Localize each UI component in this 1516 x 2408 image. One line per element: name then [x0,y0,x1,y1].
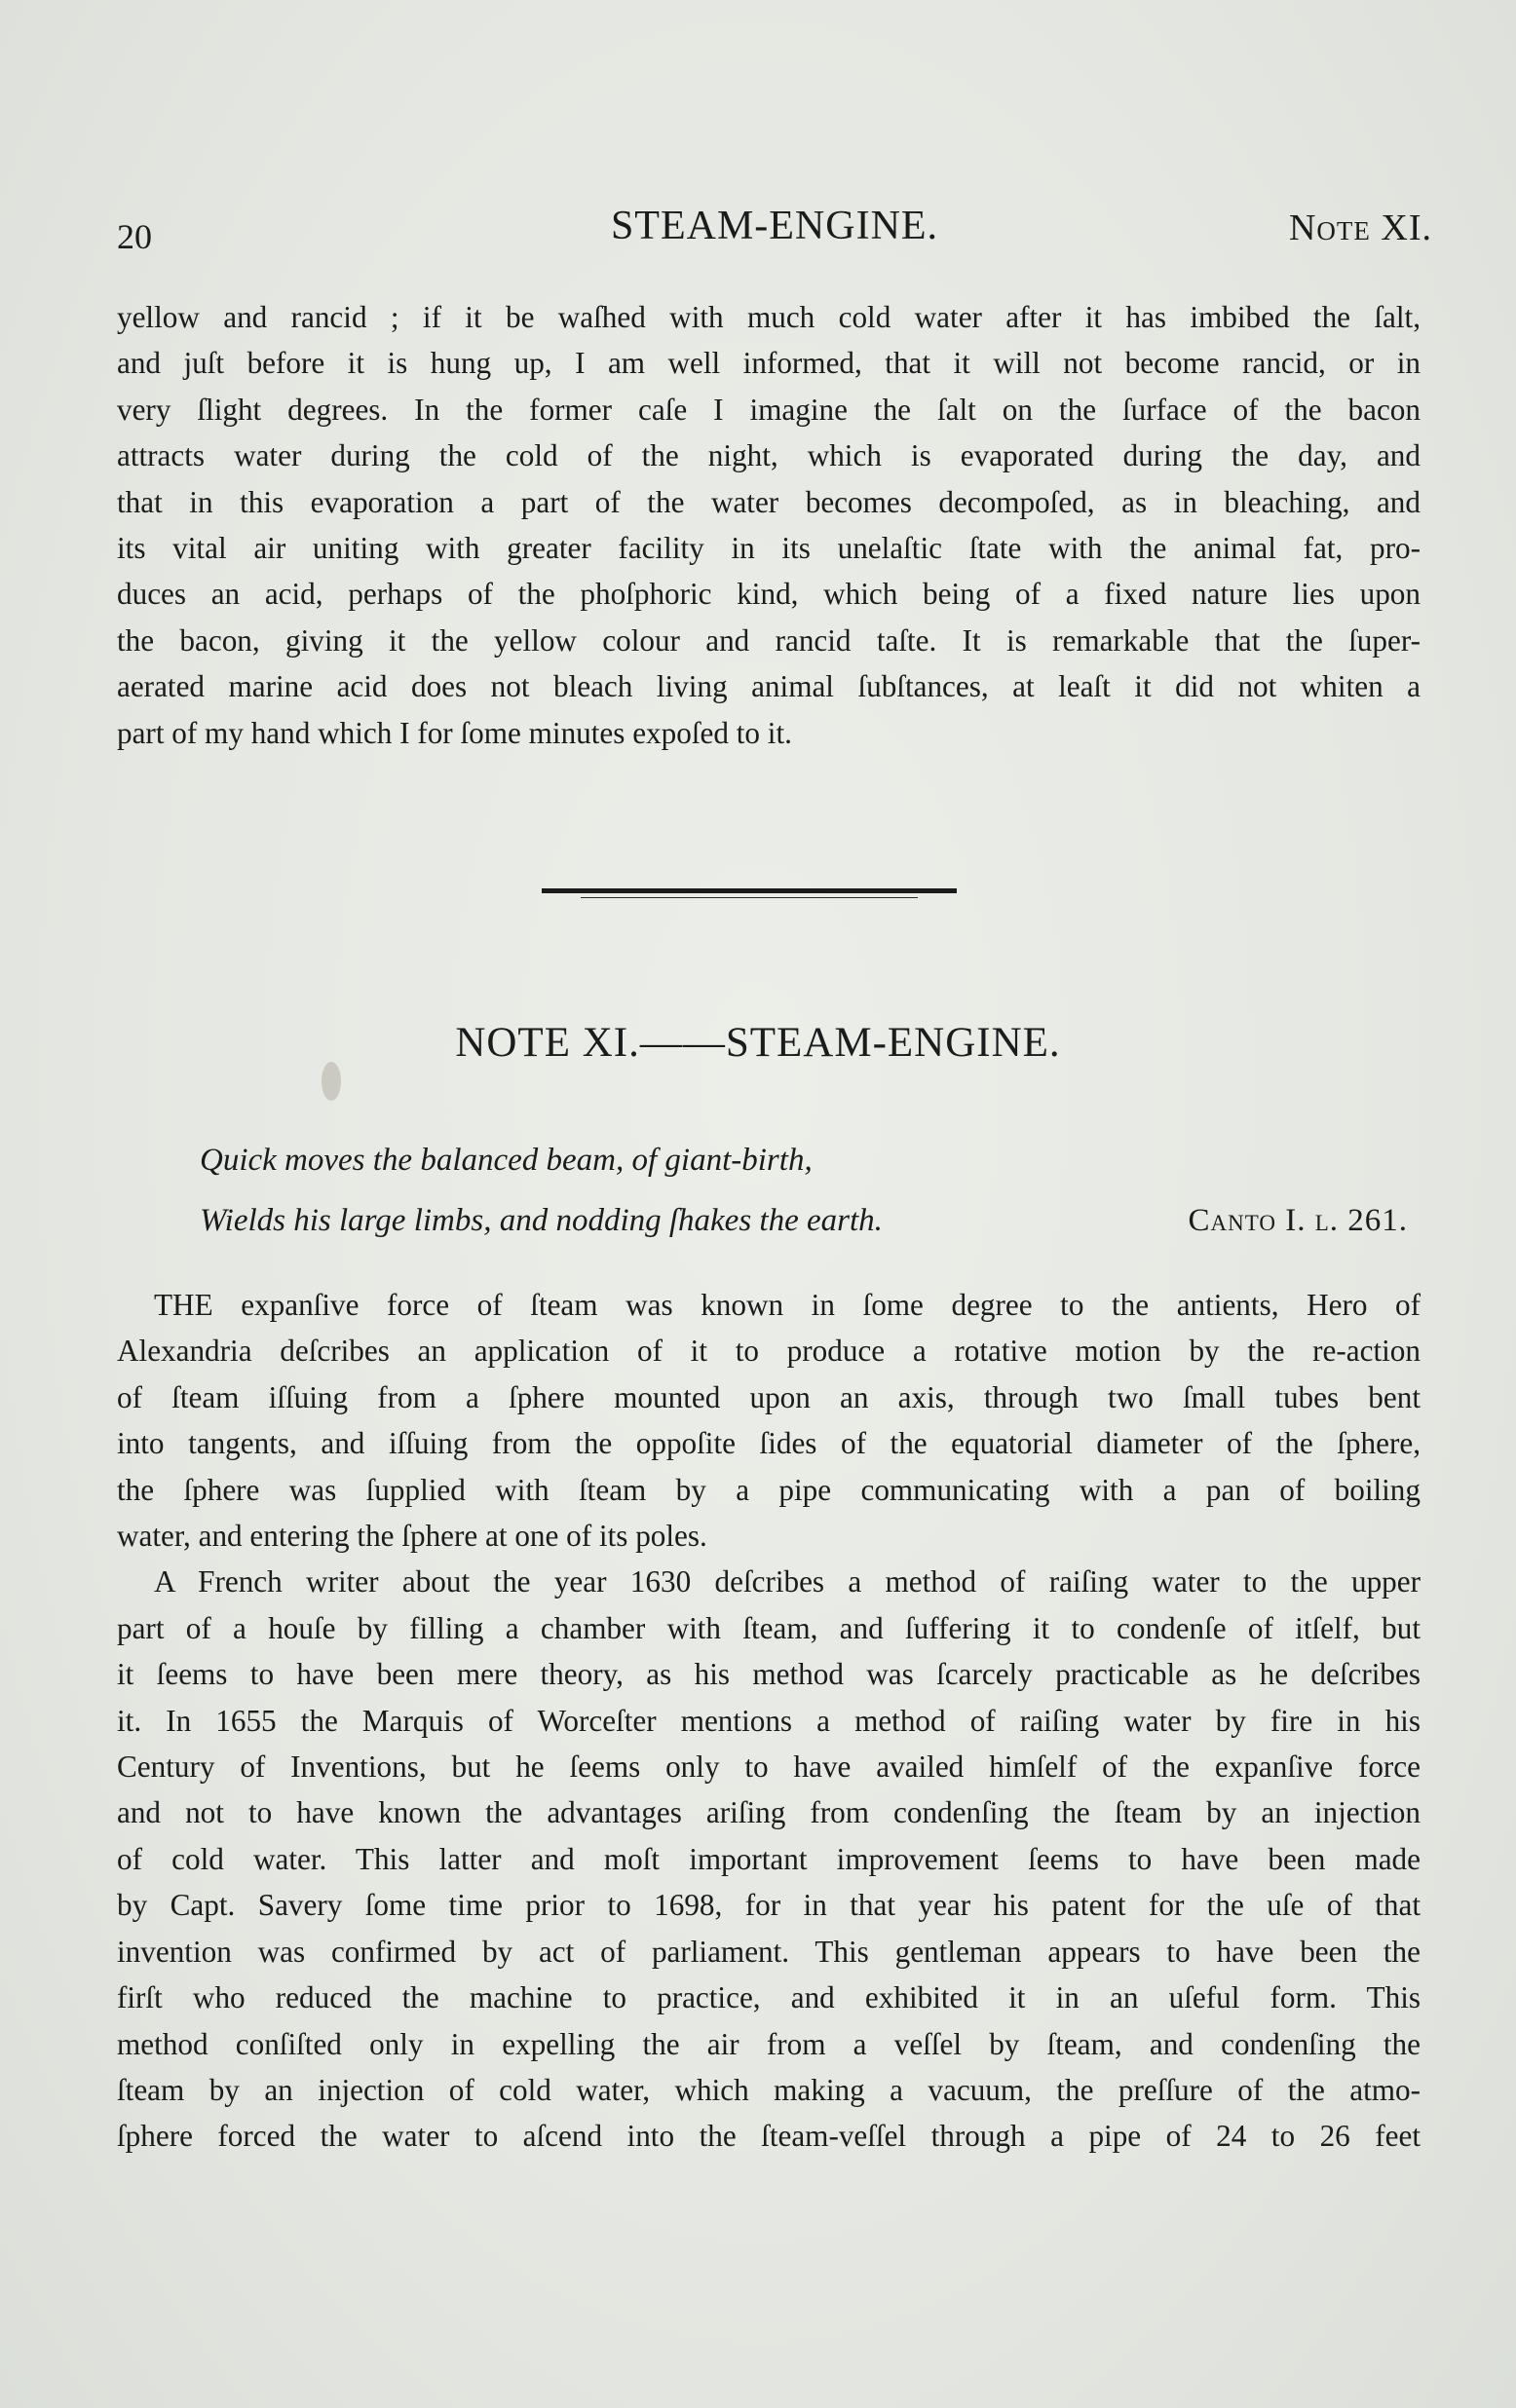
text-line: part of my hand which I for ſome minutes expoſed to it. [117,715,792,750]
text-line: it. In 1655 the Marquis of Worceſter mentions a method of raiſing water by fire in his [117,1703,1421,1738]
text-line: it ſeems to have been mere theory, as his method was ſcarcely practicable as he deſcribes [117,1657,1421,1692]
text-line: part of a houſe by filling a chamber with ſteam, and ſuffering it to condenſe of itſelf, but [117,1610,1421,1645]
text-line: yellow and rancid ; if it be waſhed with much cold water after it has imbibed the ſalt, [117,300,1421,334]
text-line: that in this evaporation a part of the water becomes decompoſed, as in bleaching, and [117,484,1421,519]
body-paragraphs [117,1282,1421,2160]
text-line: by Capt. Savery ſome time prior to 1698, for in that year his patent for the uſe of that [117,1888,1421,1923]
text-line: Century of Inventions, but he ſeems only to have availed himſelf of the expanſive force [117,1750,1421,1785]
page-number: 20 [117,217,152,256]
text-line: very ſlight degrees. In the former caſe I imagine the ſalt on the ſurface of the bacon [117,392,1421,427]
running-title: STEAM-ENGINE. [610,204,939,248]
text-line: method conſiſted only in expelling the air from a veſſel by ſteam, and condenſing the [117,2026,1421,2061]
verse-line: Wields his large limbs, and nodding ſhakes the earth. [200,1203,883,1238]
text-line: the bacon, giving it the yellow colour and rancid taſte. It is remarkable that the ſuper- [117,622,1421,658]
running-note-label: Note XI. [1288,207,1432,248]
section-divider-rule [542,888,957,893]
text-line: ſteam by an injection of cold water, which making a vacuum, the preſſure of the atmo- [117,2072,1421,2107]
text-line: invention was confirmed by act of parliament. This gentleman appears to have been the [117,1934,1421,1969]
text-line: attracts water during the cold of the night, which is evaporated during the day, and [117,438,1421,473]
paragraph-2 [117,1559,1421,2159]
text-line: THE expanſive force of ſteam was known in ſome degree to the antients, Hero of [154,1288,1421,1322]
text-line: duces an acid, perhaps of the phoſphoric kind, which being of a fixed nature lies upon [117,577,1421,612]
text-line: of cold water. This latter and moſt important improvement ſeems to have been made [117,1841,1421,1876]
text-line: Alexandria deſcribes an application of it to produce a rotative motion by the re-action [117,1334,1421,1369]
verse-reference: Canto I. l. 261. [1188,1203,1408,1238]
text-line: A French writer about the year 1630 deſcribes a method of raiſing water to the upper [154,1564,1421,1599]
text-line: water, and entering the ſphere at one of its poles. [117,1519,707,1554]
text-line: and juſt before it is hung up, I am well informed, that it will not become rancid, or in [117,346,1421,381]
paragraph-1 [117,1282,1421,1559]
text-line: into tangents, and iſſuing from the oppoſite ſides of the equatorial diameter of the ſphere, [117,1426,1421,1461]
top-paragraph [117,294,1421,756]
text-line: firſt who reduced the machine to practice, and exhibited it in an uſeful form. This [117,1980,1421,2015]
verse-line: Quick moves the balanced beam, of giant-birth, [200,1143,813,1178]
epigraph-verse [200,1130,1408,1251]
text-line: aerated marine acid does not bleach living animal ſubſtances, at leaſt it did not whiten a [117,669,1421,704]
text-line: and not to have known the advantages ariſing from condenſing the ſteam by an injection [117,1795,1421,1830]
text-line: ſphere forced the water to aſcend into the ſteam-veſſel through a pipe of 24 to 26 feet [117,2119,1421,2154]
running-head [117,203,1432,261]
section-heading: NOTE XI.——STEAM-ENGINE. [455,1020,1061,1066]
text-line: the ſphere was ſupplied with ſteam by a pipe communicating with a pan of boiling [117,1472,1421,1507]
text-line: of ſteam iſſuing from a ſphere mounted upon an axis, through two ſmall tubes bent [117,1379,1421,1414]
paper-stain [322,1062,341,1101]
text-line: its vital air uniting with greater facility in its unelaſtic ſtate with the animal fat, pro- [117,531,1421,566]
